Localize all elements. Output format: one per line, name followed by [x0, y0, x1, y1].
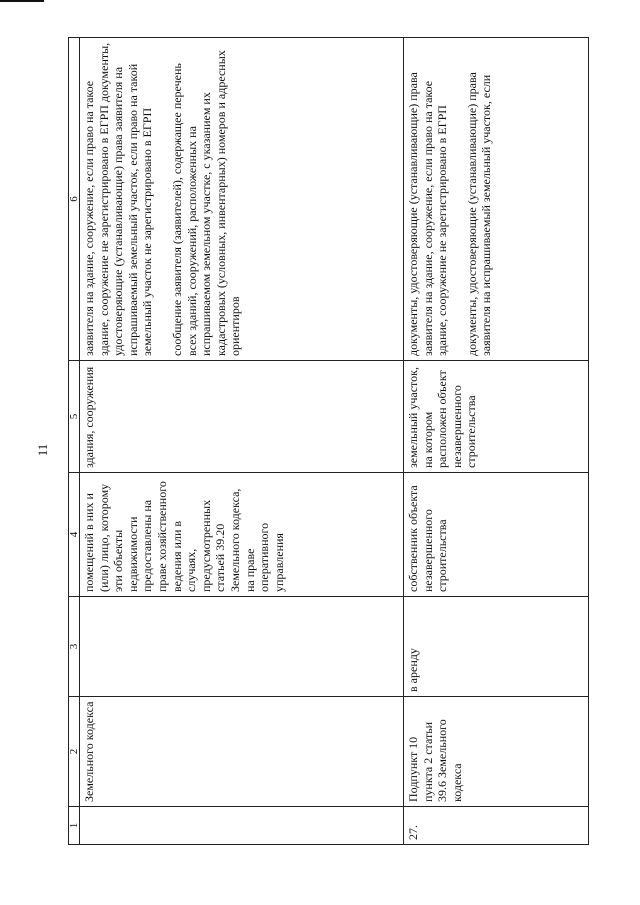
documents-paragraph: документы, удостоверяющие (устанавливающие) права заявителя на здание, сооружение, если право на такое здание, сооружение не зарегистрировано в ЕГРП	[406, 72, 450, 356]
applicant: помещений в них и (или) лицо, которому эти объекты недвижимости предоставлены на праве хозяйственного ведения или в случаях, предусмотренных статьей 39.20 Земельного кодекса, на праве оперативного управления	[80, 473, 404, 597]
table-row	[404, 38, 589, 845]
applicant: собственник объекта незавершенного строительства	[404, 473, 589, 597]
header-cell-2: 2	[69, 697, 80, 807]
legal-basis: Земельного кодекса	[80, 697, 404, 807]
documents-paragraph: документы, удостоверяющие (устанавливающие) права заявителя на испрашиваемый земельный участок, если	[464, 72, 494, 356]
document-table	[68, 37, 589, 845]
rotated-table-container	[68, 38, 589, 845]
row-number	[80, 807, 404, 845]
table-row	[80, 38, 404, 845]
corner-mark	[0, 0, 44, 2]
header-row	[69, 38, 80, 845]
header-cell-1: 1	[69, 807, 80, 845]
documents	[80, 38, 404, 361]
documents-paragraph: заявителя на здание, сооружение, если право на такое здание, сооружение не зарегистрировано в ЕГРП документы, удостоверяющие (устанавливающие) права заявителя на испрашиваемый земельный участок, если право на такой земельный участок не зарегистрировано в ЕГРП	[82, 42, 155, 356]
header-cell-5: 5	[69, 361, 80, 473]
header-cell-6: 6	[69, 38, 80, 361]
header-cell-3: 3	[69, 597, 80, 697]
right-type	[80, 597, 404, 697]
row-number: 27.	[404, 807, 589, 845]
documents-paragraph: сообщение заявителя (заявителей), содержащее перечень всех зданий, сооружений, расположенных на испрашиваемом земельном участке, с указанием их кадастровых (условных, инвентарных) номеров и адресных ориентиров	[169, 50, 243, 356]
documents	[404, 38, 589, 361]
legal-basis: Подпункт 10 пункта 2 статьи 39.6 Земельного кодекса	[404, 697, 589, 807]
land-plot: здания, сооружения	[80, 361, 404, 473]
land-plot: земельный участок, на котором расположен объект незавершенного строительства	[404, 361, 589, 473]
header-cell-4: 4	[69, 473, 80, 597]
right-type: в аренду	[404, 597, 589, 697]
page-number: 11	[35, 443, 50, 457]
